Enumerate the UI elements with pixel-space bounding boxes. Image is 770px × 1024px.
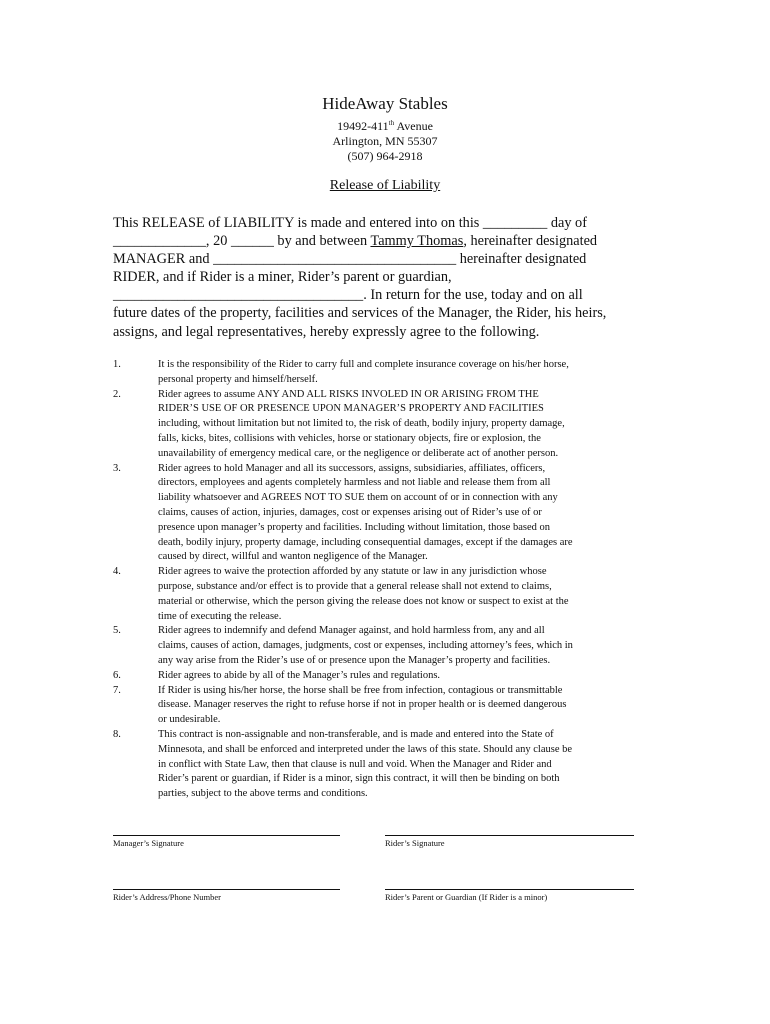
term-line: Rider’s parent or guardian, if Rider is a minor, sign this contract, it will then be binding on both bbox=[158, 773, 560, 785]
term-line: caused by direct, willful and wanton negligence of the Manager. bbox=[158, 551, 428, 563]
term-number: 4. bbox=[113, 566, 121, 578]
term-line: personal property and himself/herself. bbox=[158, 373, 318, 385]
phone-number: (507) 964-2918 bbox=[347, 149, 423, 163]
intro-line-part: _____________, 20 ______ by and between bbox=[113, 233, 371, 250]
term-item bbox=[113, 684, 658, 728]
term-line: unavailability of emergency medical care, or the negligence or deliberate act of another person. bbox=[158, 447, 559, 459]
term-text bbox=[158, 565, 658, 624]
term-line: death, bodily injury, property damage, including consequential damages, except if the damages are bbox=[158, 536, 573, 548]
ordinal-suffix: th bbox=[388, 119, 395, 127]
term-text bbox=[158, 669, 658, 684]
intro-line-part: , hereinafter designated bbox=[463, 233, 598, 250]
term-line: disease. Manager reserves the right to refuse horse if not in proper health or is deemed dangerous bbox=[158, 699, 567, 711]
term-number: 8. bbox=[113, 728, 121, 740]
letterhead bbox=[0, 94, 770, 164]
rider-signature-label: Rider’s Signature bbox=[385, 838, 445, 848]
term-line: directors, employees and agents completely harmless and not liable and release them from all bbox=[158, 477, 551, 489]
term-line: claims, causes of action, damages, judgments, cost or expenses, including attorney’s fees, which in bbox=[158, 640, 573, 652]
term-text bbox=[158, 684, 658, 728]
term-line: Rider agrees to hold Manager and all its successors, assigns, subsidiaries, affiliates, officers, bbox=[158, 462, 546, 474]
term-line: material or otherwise, which the person giving the release does not know or suspect to exist at the bbox=[158, 595, 569, 607]
term-line: in conflict with State Law, then that clause is null and void. When the Manager and Rider and bbox=[158, 758, 552, 770]
term-item bbox=[113, 388, 658, 462]
intro-line: assigns, and legal representatives, hereby expressly agree to the following. bbox=[113, 323, 540, 340]
business-name: HideAway Stables bbox=[322, 94, 448, 113]
term-line: RIDER’S USE OF OR PRESENCE UPON MANAGER’S PROPERTY AND FACILITIES bbox=[158, 403, 544, 415]
city-state-zip: Arlington, MN 55307 bbox=[332, 134, 438, 148]
guardian-signature-label: Rider’s Parent or Guardian (If Rider is a minor) bbox=[385, 892, 548, 902]
term-line: Rider agrees to assume ANY AND ALL RISKS INVOLED IN OR ARISING FROM THE bbox=[158, 388, 539, 400]
intro-line: RIDER, and if Rider is a miner, Rider’s parent or guardian, bbox=[113, 269, 452, 286]
rider-address-label: Rider’s Address/Phone Number bbox=[113, 892, 221, 902]
manager-signature-line[interactable] bbox=[113, 835, 340, 836]
term-text bbox=[158, 624, 658, 668]
term-text bbox=[158, 388, 658, 462]
term-text bbox=[158, 462, 658, 566]
term-line: including, without limitation but not limited to, the risk of death, bodily injury, property damage, bbox=[158, 418, 565, 430]
intro-line: future dates of the property, facilities and services of the Manager, the Rider, his heirs, bbox=[113, 305, 607, 322]
term-item bbox=[113, 669, 658, 684]
terms-list bbox=[113, 358, 658, 802]
term-number: 5. bbox=[113, 625, 121, 637]
manager-name: Tammy Thomas bbox=[370, 233, 464, 250]
document-title bbox=[0, 177, 770, 195]
term-number: 3. bbox=[113, 462, 121, 474]
term-line: presence upon manager’s property and facilities. Including without limitation, those based on bbox=[158, 521, 550, 533]
rider-address-line[interactable] bbox=[113, 889, 340, 890]
street-number: 19492-411 bbox=[337, 119, 389, 133]
term-line: parties, subject to the above terms and conditions. bbox=[158, 788, 368, 800]
term-text bbox=[158, 358, 658, 388]
term-item bbox=[113, 565, 658, 624]
term-line: or undesirable. bbox=[158, 714, 221, 726]
term-line: Rider agrees to indemnify and defend Manager against, and hold harmless from, any and all bbox=[158, 625, 545, 637]
term-line: Minnesota, and shall be enforced and interpreted under the laws of this state. Should any clause be bbox=[158, 743, 573, 755]
term-item bbox=[113, 462, 658, 566]
term-line: claims, causes of action, injuries, damages, cost or expenses arising out of Rider’s use of or bbox=[158, 506, 542, 518]
term-line: any way arise from the Rider’s use of or presence upon the Manager’s property and facilities. bbox=[158, 654, 551, 666]
term-number: 1. bbox=[113, 359, 121, 370]
term-line: This contract is non-assignable and non-transferable, and is made and entered into the State of bbox=[158, 728, 554, 740]
term-line: time of executing the release. bbox=[158, 610, 282, 622]
intro-line bbox=[113, 232, 643, 250]
term-line: Rider agrees to waive the protection afforded by any statute or law in any jurisdiction whose bbox=[158, 566, 547, 578]
term-line: It is the responsibility of the Rider to carry full and complete insurance coverage on his/her horse, bbox=[158, 359, 569, 370]
term-item bbox=[113, 358, 658, 388]
street-name: Avenue bbox=[394, 119, 433, 133]
term-number: 6. bbox=[113, 669, 121, 681]
rider-signature-line[interactable] bbox=[385, 835, 634, 836]
guardian-signature-line[interactable] bbox=[385, 889, 634, 890]
term-line: Rider agrees to abide by all of the Manager’s rules and regulations. bbox=[158, 669, 441, 681]
term-number: 7. bbox=[113, 684, 121, 696]
term-line: liability whatsoever and AGREES NOT TO SUE them on account of or in connection with any bbox=[158, 492, 558, 504]
intro-paragraph bbox=[113, 214, 643, 341]
term-line: purpose, substance and/or effect is to provide that a general release shall not extend to claims, bbox=[158, 580, 552, 592]
document-title-text: Release of Liability bbox=[329, 178, 441, 193]
term-item bbox=[113, 728, 658, 802]
intro-line: This RELEASE of LIABILITY is made and entered into on this _________ day of bbox=[113, 215, 587, 231]
intro-line: MANAGER and __________________________________ hereinafter designated bbox=[113, 251, 587, 268]
term-item bbox=[113, 624, 658, 668]
term-line: falls, kicks, bites, collisions with vehicles, horse or stationary objects, fire or explosion, the bbox=[158, 432, 541, 444]
manager-signature-label: Manager’s Signature bbox=[113, 838, 184, 848]
term-line: If Rider is using his/her horse, the horse shall be free from infection, contagious or transmittable bbox=[158, 684, 563, 696]
street-address bbox=[0, 116, 770, 134]
term-text bbox=[158, 728, 658, 802]
intro-line: ___________________________________. In return for the use, today and on all bbox=[113, 287, 583, 304]
term-number: 2. bbox=[113, 388, 121, 400]
